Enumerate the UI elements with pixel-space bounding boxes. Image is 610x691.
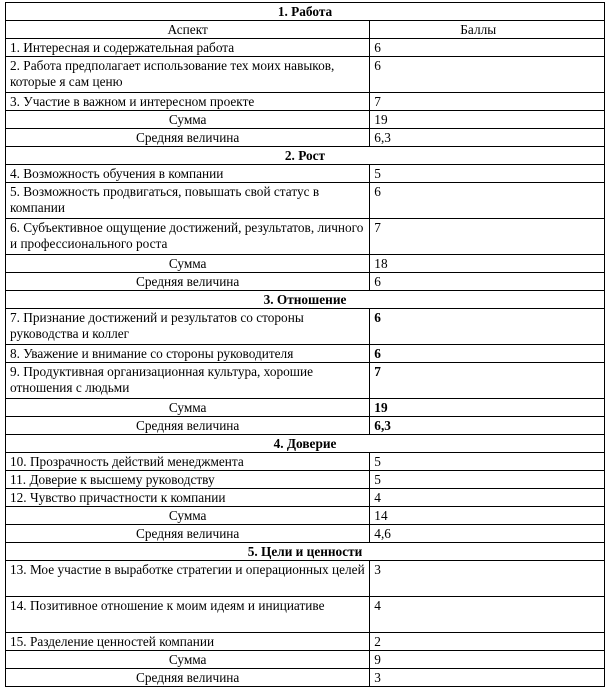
aspect-cell: 7. Признание достижений и результатов со стороны руководства и коллег	[6, 309, 370, 345]
score-cell: 7	[370, 363, 605, 399]
table-row	[6, 471, 605, 489]
table-row	[6, 489, 605, 507]
score-cell: 3	[370, 561, 605, 597]
score-cell: 5	[370, 453, 605, 471]
sum-row	[6, 651, 605, 669]
score-cell: 6	[370, 309, 605, 345]
score-cell: 7	[370, 93, 605, 111]
average-label: Средняя величина	[6, 669, 370, 687]
aspect-cell: 4. Возможность обучения в компании	[6, 165, 370, 183]
section-title-row	[6, 435, 605, 453]
table-row	[6, 39, 605, 57]
score-cell: 4	[370, 597, 605, 633]
sum-label: Сумма	[6, 507, 370, 525]
score-cell: 4	[370, 489, 605, 507]
section-title: 2. Рост	[6, 147, 605, 165]
score-cell: 5	[370, 471, 605, 489]
aspect-cell: 1. Интересная и содержательная работа	[6, 39, 370, 57]
section-title: 5. Цели и ценности	[6, 543, 605, 561]
aspect-cell: 13. Мое участие в выработке стратегии и операционных целей	[6, 561, 370, 597]
average-label: Средняя величина	[6, 417, 370, 435]
average-value: 4,6	[370, 525, 605, 543]
average-value: 6,3	[370, 417, 605, 435]
sum-row	[6, 255, 605, 273]
sum-label: Сумма	[6, 255, 370, 273]
sum-label: Сумма	[6, 111, 370, 129]
aspect-cell: 11. Доверие к высшему руководству	[6, 471, 370, 489]
aspect-cell: 3. Участие в важном и интересном проекте	[6, 93, 370, 111]
sum-value: 19	[370, 399, 605, 417]
table-row	[6, 561, 605, 597]
aspect-cell: 5. Возможность продвигаться, повышать свой статус в компании	[6, 183, 370, 219]
average-value: 6	[370, 273, 605, 291]
sum-value: 19	[370, 111, 605, 129]
table-row	[6, 363, 605, 399]
score-cell: 6	[370, 39, 605, 57]
table-row	[6, 453, 605, 471]
section-title-row	[6, 3, 605, 21]
table-row	[6, 597, 605, 633]
average-label: Средняя величина	[6, 525, 370, 543]
average-row	[6, 273, 605, 291]
aspect-cell: 2. Работа предполагает использование тех моих навыков, которые я сам ценю	[6, 57, 370, 93]
sum-value: 14	[370, 507, 605, 525]
aspect-cell: 15. Разделение ценностей компании	[6, 633, 370, 651]
score-cell: 6	[370, 345, 605, 363]
average-row	[6, 417, 605, 435]
sum-row	[6, 399, 605, 417]
sum-value: 18	[370, 255, 605, 273]
sum-row	[6, 111, 605, 129]
sum-label: Сумма	[6, 399, 370, 417]
column-header-aspect: Аспект	[6, 21, 370, 39]
table-row	[6, 633, 605, 651]
table-row	[6, 57, 605, 93]
aspect-cell: 9. Продуктивная организационная культура, хорошие отношения с людьми	[6, 363, 370, 399]
aspect-cell: 8. Уважение и внимание со стороны руководителя	[6, 345, 370, 363]
table-row	[6, 219, 605, 255]
score-cell: 6	[370, 57, 605, 93]
score-cell: 5	[370, 165, 605, 183]
score-cell: 7	[370, 219, 605, 255]
aspect-cell: 14. Позитивное отношение к моим идеям и инициативе	[6, 597, 370, 633]
assessment-table	[5, 2, 605, 687]
score-cell: 6	[370, 183, 605, 219]
section-title-row	[6, 147, 605, 165]
table-row	[6, 309, 605, 345]
table-row	[6, 165, 605, 183]
average-label: Средняя величина	[6, 273, 370, 291]
section-title: 3. Отношение	[6, 291, 605, 309]
average-label: Средняя величина	[6, 129, 370, 147]
section-title-row	[6, 543, 605, 561]
sum-value: 9	[370, 651, 605, 669]
average-value: 3	[370, 669, 605, 687]
section-title: 1. Работа	[6, 3, 605, 21]
column-header-points: Баллы	[370, 21, 605, 39]
section-title: 4. Доверие	[6, 435, 605, 453]
table-row	[6, 345, 605, 363]
sum-label: Сумма	[6, 651, 370, 669]
average-row	[6, 669, 605, 687]
aspect-cell: 10. Прозрачность действий менеджмента	[6, 453, 370, 471]
aspect-cell: 6. Субъективное ощущение достижений, результатов, личного и профессионального роста	[6, 219, 370, 255]
sum-row	[6, 507, 605, 525]
table-row	[6, 93, 605, 111]
section-title-row	[6, 291, 605, 309]
score-cell: 2	[370, 633, 605, 651]
table-row	[6, 183, 605, 219]
aspect-cell: 12. Чувство причастности к компании	[6, 489, 370, 507]
column-header-row	[6, 21, 605, 39]
average-row	[6, 525, 605, 543]
average-row	[6, 129, 605, 147]
table-body	[6, 3, 605, 687]
average-value: 6,3	[370, 129, 605, 147]
